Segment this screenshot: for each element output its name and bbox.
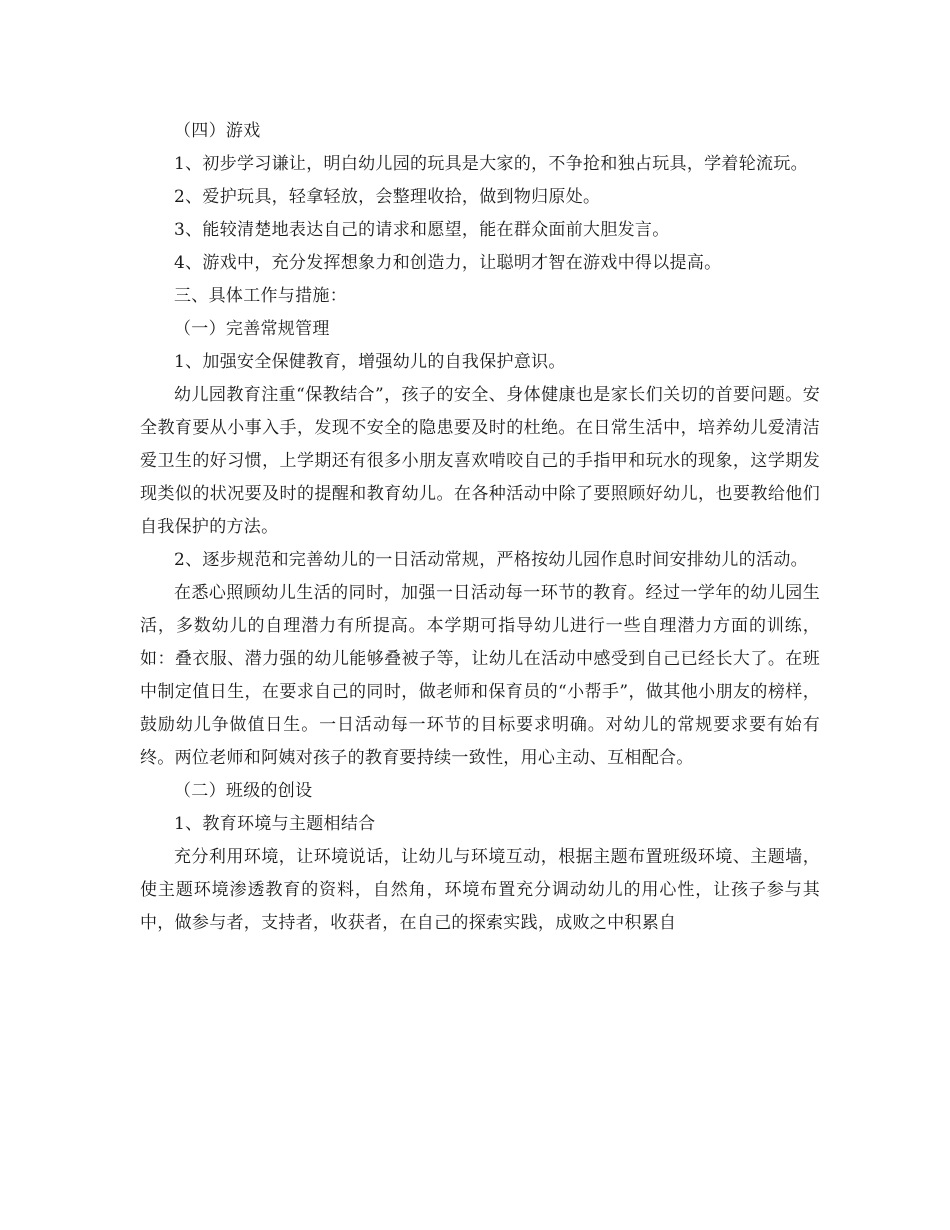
paragraph-routine-2: 2、逐步规范和完善幼儿的一日活动常规，严格按幼儿园作息时间安排幼儿的活动。 <box>174 550 808 570</box>
subsection-heading-routine: （一）完善常规管理 <box>174 319 330 339</box>
paragraph-environment-body: 充分利用环境，让环境说话，让幼儿与环境互动，根据主题布置班级环境、主题墙，使主题环境渗透教育的资料，自然角，环境布置充分调动幼儿的用心性，让孩子参与其中，做参与者，支持者，收获者，在自己的探索实践，成败之中积累自 <box>140 847 820 933</box>
section-heading-measures: 三、具体工作与措施： <box>174 286 347 306</box>
paragraph-games-3: 3、能较清楚地表达自己的请求和愿望，能在群众面前大胆发言。 <box>174 220 670 240</box>
paragraph-class-1: 1、教育环境与主题相结合 <box>174 814 376 834</box>
subsection-heading-class: （二）班级的创设 <box>174 781 313 801</box>
paragraph-daily-body: 在悉心照顾幼儿生活的同时，加强一日活动每一环节的教育。经过一学年的幼儿园生活，多数幼儿的自理潜力有所提高。本学期可指导幼儿进行一些自理潜力方面的训练，如：叠衣服、潜力强的幼儿能够叠被子等，让幼儿在活动中感受到自己已经长大了。在班中制定值日生，在要求自己的同时，做老师和保育员的“小帮手”，做其他小朋友的榜样，鼓励幼儿争做值日生。一日活动每一环节的目标要求明确。对幼儿的常规要求要有始有终。两位老师和阿姨对孩子的教育要持续一致性，用心主动、互相配合。 <box>140 583 820 768</box>
paragraph-games-4: 4、游戏中，充分发挥想象力和创造力，让聪明才智在游戏中得以提高。 <box>174 253 722 273</box>
paragraph-games-1: 1、初步学习谦让，明白幼儿园的玩具是大家的，不争抢和独占玩具，学着轮流玩。 <box>174 154 808 174</box>
document-body <box>140 115 820 940</box>
paragraph-routine-1: 1、加强安全保健教育，增强幼儿的自我保护意识。 <box>174 352 566 372</box>
paragraph-games-2: 2、爱护玩具，轻拿轻放，会整理收拾，做到物归原处。 <box>174 187 601 207</box>
section-heading-games: （四）游戏 <box>174 121 261 141</box>
paragraph-safety-body: 幼儿园教育注重“保教结合”，孩子的安全、身体健康也是家长们关切的首要问题。安全教育要从小事入手，发现不安全的隐患要及时的杜绝。在日常生活中，培养幼儿爱清洁爱卫生的好习惯，上学期还有很多小朋友喜欢啃咬自己的手指甲和玩水的现象，这学期发现类似的状况要及时的提醒和教育幼儿。在各种活动中除了要照顾好幼儿，也要教给他们自我保护的方法。 <box>140 385 820 537</box>
